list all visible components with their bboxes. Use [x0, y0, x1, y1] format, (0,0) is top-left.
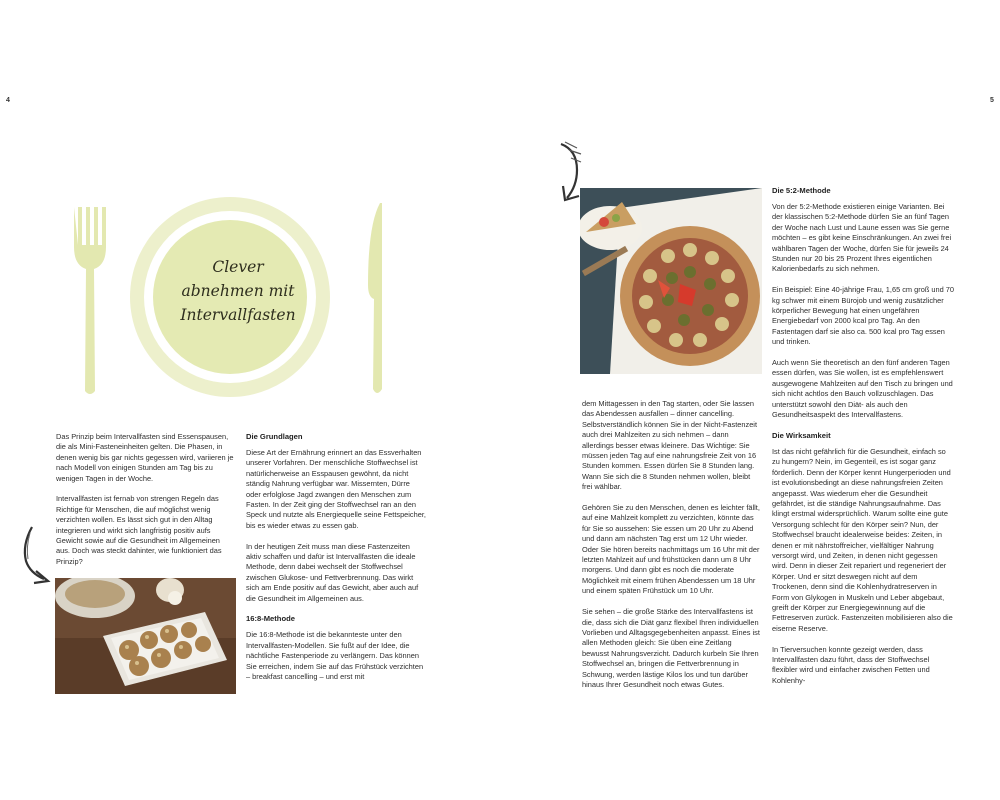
food-photo-sesame-balls: [55, 578, 236, 694]
section-heading: Die Grundlagen: [246, 432, 303, 441]
paragraph: Von der 5:2-Methode existieren einige Varianten. Bei der klassischen 5:2-Methode dürfen Sie an fünf Tagen der Woche nach Lust und Laune essen was Sie gerne möchten – es gibt keine Einschränkungen. An zwei frei wählbaren Tagen der Woche, dürfen Sie für jeweils 24 Stunden nur 20 bis 25 Prozent Ihres eigentlichen Kalorienbedarfs zu sich nehmen.: [772, 202, 952, 274]
paragraph: Intervallfasten ist fernab von strengen Regeln das Richtige für Menschen, die auf möglichst wenig verzichten wollen. Es lässt sich gut in den Alltag integrieren und wirkt sich langfristig positiv aufs Gewicht sowie auf die Gesundheit im Allgemeinen aus. Doch was steckt dahinter, wie funktioniert das Prinzip?: [56, 494, 222, 566]
text-column-1: [56, 432, 234, 578]
sketch-arrow-icon: [18, 525, 54, 587]
page-number-left: 4: [6, 97, 10, 104]
section-heading: 16:8-Methode: [246, 614, 295, 624]
paragraph: Ein Beispiel: Eine 40-jährige Frau, 1,65 cm groß und 70 kg schwer mit einem Bürojob und wenig zusätzlicher körperlicher Bewegung hat einen ungefähren Energiebedarf von 2000 kcal pro Tag. An den Fastentagen darf sie also ca. 500 kcal pro Tag essen und trinken.: [772, 285, 954, 347]
text-column-3: [582, 399, 760, 701]
food-photo-vegetable-tart: [580, 188, 762, 374]
paragraph: Das Prinzip beim Intervallfasten sind Essenspausen, die als Mini-Fasteneinheiten gelten. Die Phasen, in denen wenig bis gar nichts gegessen wird, variieren je nach Modell von einigen Stunden am Tag bis zu wenigen Tagen in der Woche.: [56, 432, 234, 483]
paragraph: Sie sehen – die große Stärke des Intervallfastens ist die, dass sich die Diät ganz flexibel Ihren individuellen Vorlieben und Alltagsgegebenheiten anpasst. Eines ist allen Methoden gleich: Sie üben eine Zeitlang bewusst Nahrungsverzicht. Dadurch kurbeln Sie Ihren Stoffwechsel an, bringen die Fettverbrennung in Schwung, werden lästige Kilos los und tun darüber hinaus Ihrer Gesundheit noch etwas Gutes.: [582, 607, 760, 689]
text-column-4: [772, 186, 954, 697]
paragraph: Ist das nicht gefährlich für die Gesundheit, einfach so zu hungern? Nein, im Gegenteil, es ist sogar ganz förderlich. Denn der Körper kennt Hungerperioden und ist evolutionsbedingt an diese nahrungsfreien Zeiten angepasst. Was wiederum eher die Gesundheit gefährdet, ist die ständige Nahrungsaufnahme. Das klingt erstmal widersprüchlich. Warum sollte eine gute Versorgung schlecht für den Körper sein? Nun, der Stoffwechsel braucht idealerweise beides: Zeiten, in denen er mit nährstoffreicher, vielfältiger Nahrung versorgt wird, und Zeiten, in denen nicht gegessen wird. Denn in dieser Zeit repariert und regeneriert der Körper. Und er sitzt deswegen nicht auf dem Trockenen, denn sind die Kohlenhydratreserven in Form von Glykogen in Muskeln und Leber abgebaut, greift der Körper zur Energiegewinnung auf die Fettreserven zurück. Fastenzeiten mobilisieren also die eiserne Reserve.: [772, 446, 953, 633]
title-line: Intervallfasten: [180, 306, 296, 324]
text-column-2: [246, 432, 426, 693]
paragraph: In Tierversuchen konnte gezeigt werden, dass Intervallfasten dazu führt, dass der Stoffwechsel flexibler wird und einfacher zwischen Fetten und Kohlenhy-: [772, 644, 930, 685]
title-line: Clever: [212, 258, 264, 276]
page-title: [158, 255, 318, 327]
page-number-right: 5: [990, 97, 994, 104]
title-line: abnehmen mit: [181, 282, 295, 300]
paragraph: In der heutigen Zeit muss man diese Fastenzeiten aktiv schaffen und dafür ist Intervallfasten die ideale Methode, denn dabei wechselt der Stoffwechsel zwischen Glukose- und Fettverbrennung. Das wirkt sich am Ende positiv auf das Gewicht, aber auch auf die Gesundheit im Allgemeinen aus.: [246, 541, 419, 603]
paragraph: Die 16:8-Methode ist die bekannteste unter den Intervallfasten-Modellen. Sie fußt auf der Idee, die nächtliche Fastenperiode zu verlängern. Das können Sie erreichen, indem Sie auf das Frühstück verzichten – breakfast cancelling – und erst mit: [246, 630, 424, 682]
paragraph: Auch wenn Sie theoretisch an den fünf anderen Tagen essen dürfen, was Sie wollen, ist es empfehlenswert ausgewogene Mahlzeiten auf den Tisch zu bringen und sich nicht achtlos den Bauch vollzuschlagen. Das unterstützt sowohl den Diät- als auch den Gesundheitsaspekt des Intervallfastens.: [772, 358, 953, 420]
paragraph: dem Mittagessen in den Tag starten, oder Sie lassen das Abendessen ausfallen – dinner cancelling. Selbstverständlich können Sie in der Nicht-Fastenzeit auch drei Mahlzeiten zu sich nehmen – dann allerdings besser etwas kleinere. Das Wichtige: Sie müssen jeden Tag auf eine nahrungsfreie Zeit von 16 Stunden kommen. Essen dürfen Sie 8 Stunden lang. Wann Sie sich die 8 Stunden nehmen wollen, bleibt frei wählbar.: [582, 399, 758, 492]
knife-icon: [368, 203, 382, 393]
paragraph: Diese Art der Ernährung erinnert an das Essverhalten unserer Vorfahren. Der menschliche Stoffwechsel ist natürlicherweise an Esspausen gewöhnt, da nicht ständig Nahrung verfügbar war. Missernten, Dürre oder erfolglose Jagd zwangen den Menschen zum Fasten. In der Zeit ging der Stoffwechsel ran an den Speck und nutzte als Energiequelle seine Fettspeicher, bis es wieder etwas zu essen gab.: [246, 448, 426, 530]
fork-icon: [74, 207, 106, 394]
section-heading: Die Wirksamkeit: [772, 430, 831, 440]
section-heading: Die 5:2-Methode: [772, 186, 831, 195]
paragraph: Gehören Sie zu den Menschen, denen es leichter fällt, auf eine Mahlzeit komplett zu verzichten, könnte das für Sie so aussehen: Sie essen um 20 Uhr zu Abend und dann am nächsten Tag erst um 12 Uhr wieder. Oder Sie hören bereits nachmittags um 16 Uhr mit der letzten Mahlzeit auf und frühstücken dann um 8 Uhr morgens. Und dann gibt es noch die moderate Möglichkeit mit einem frühen Abendessen um 18 Uhr und einem späten Frühstück um 10 Uhr.: [582, 503, 760, 596]
